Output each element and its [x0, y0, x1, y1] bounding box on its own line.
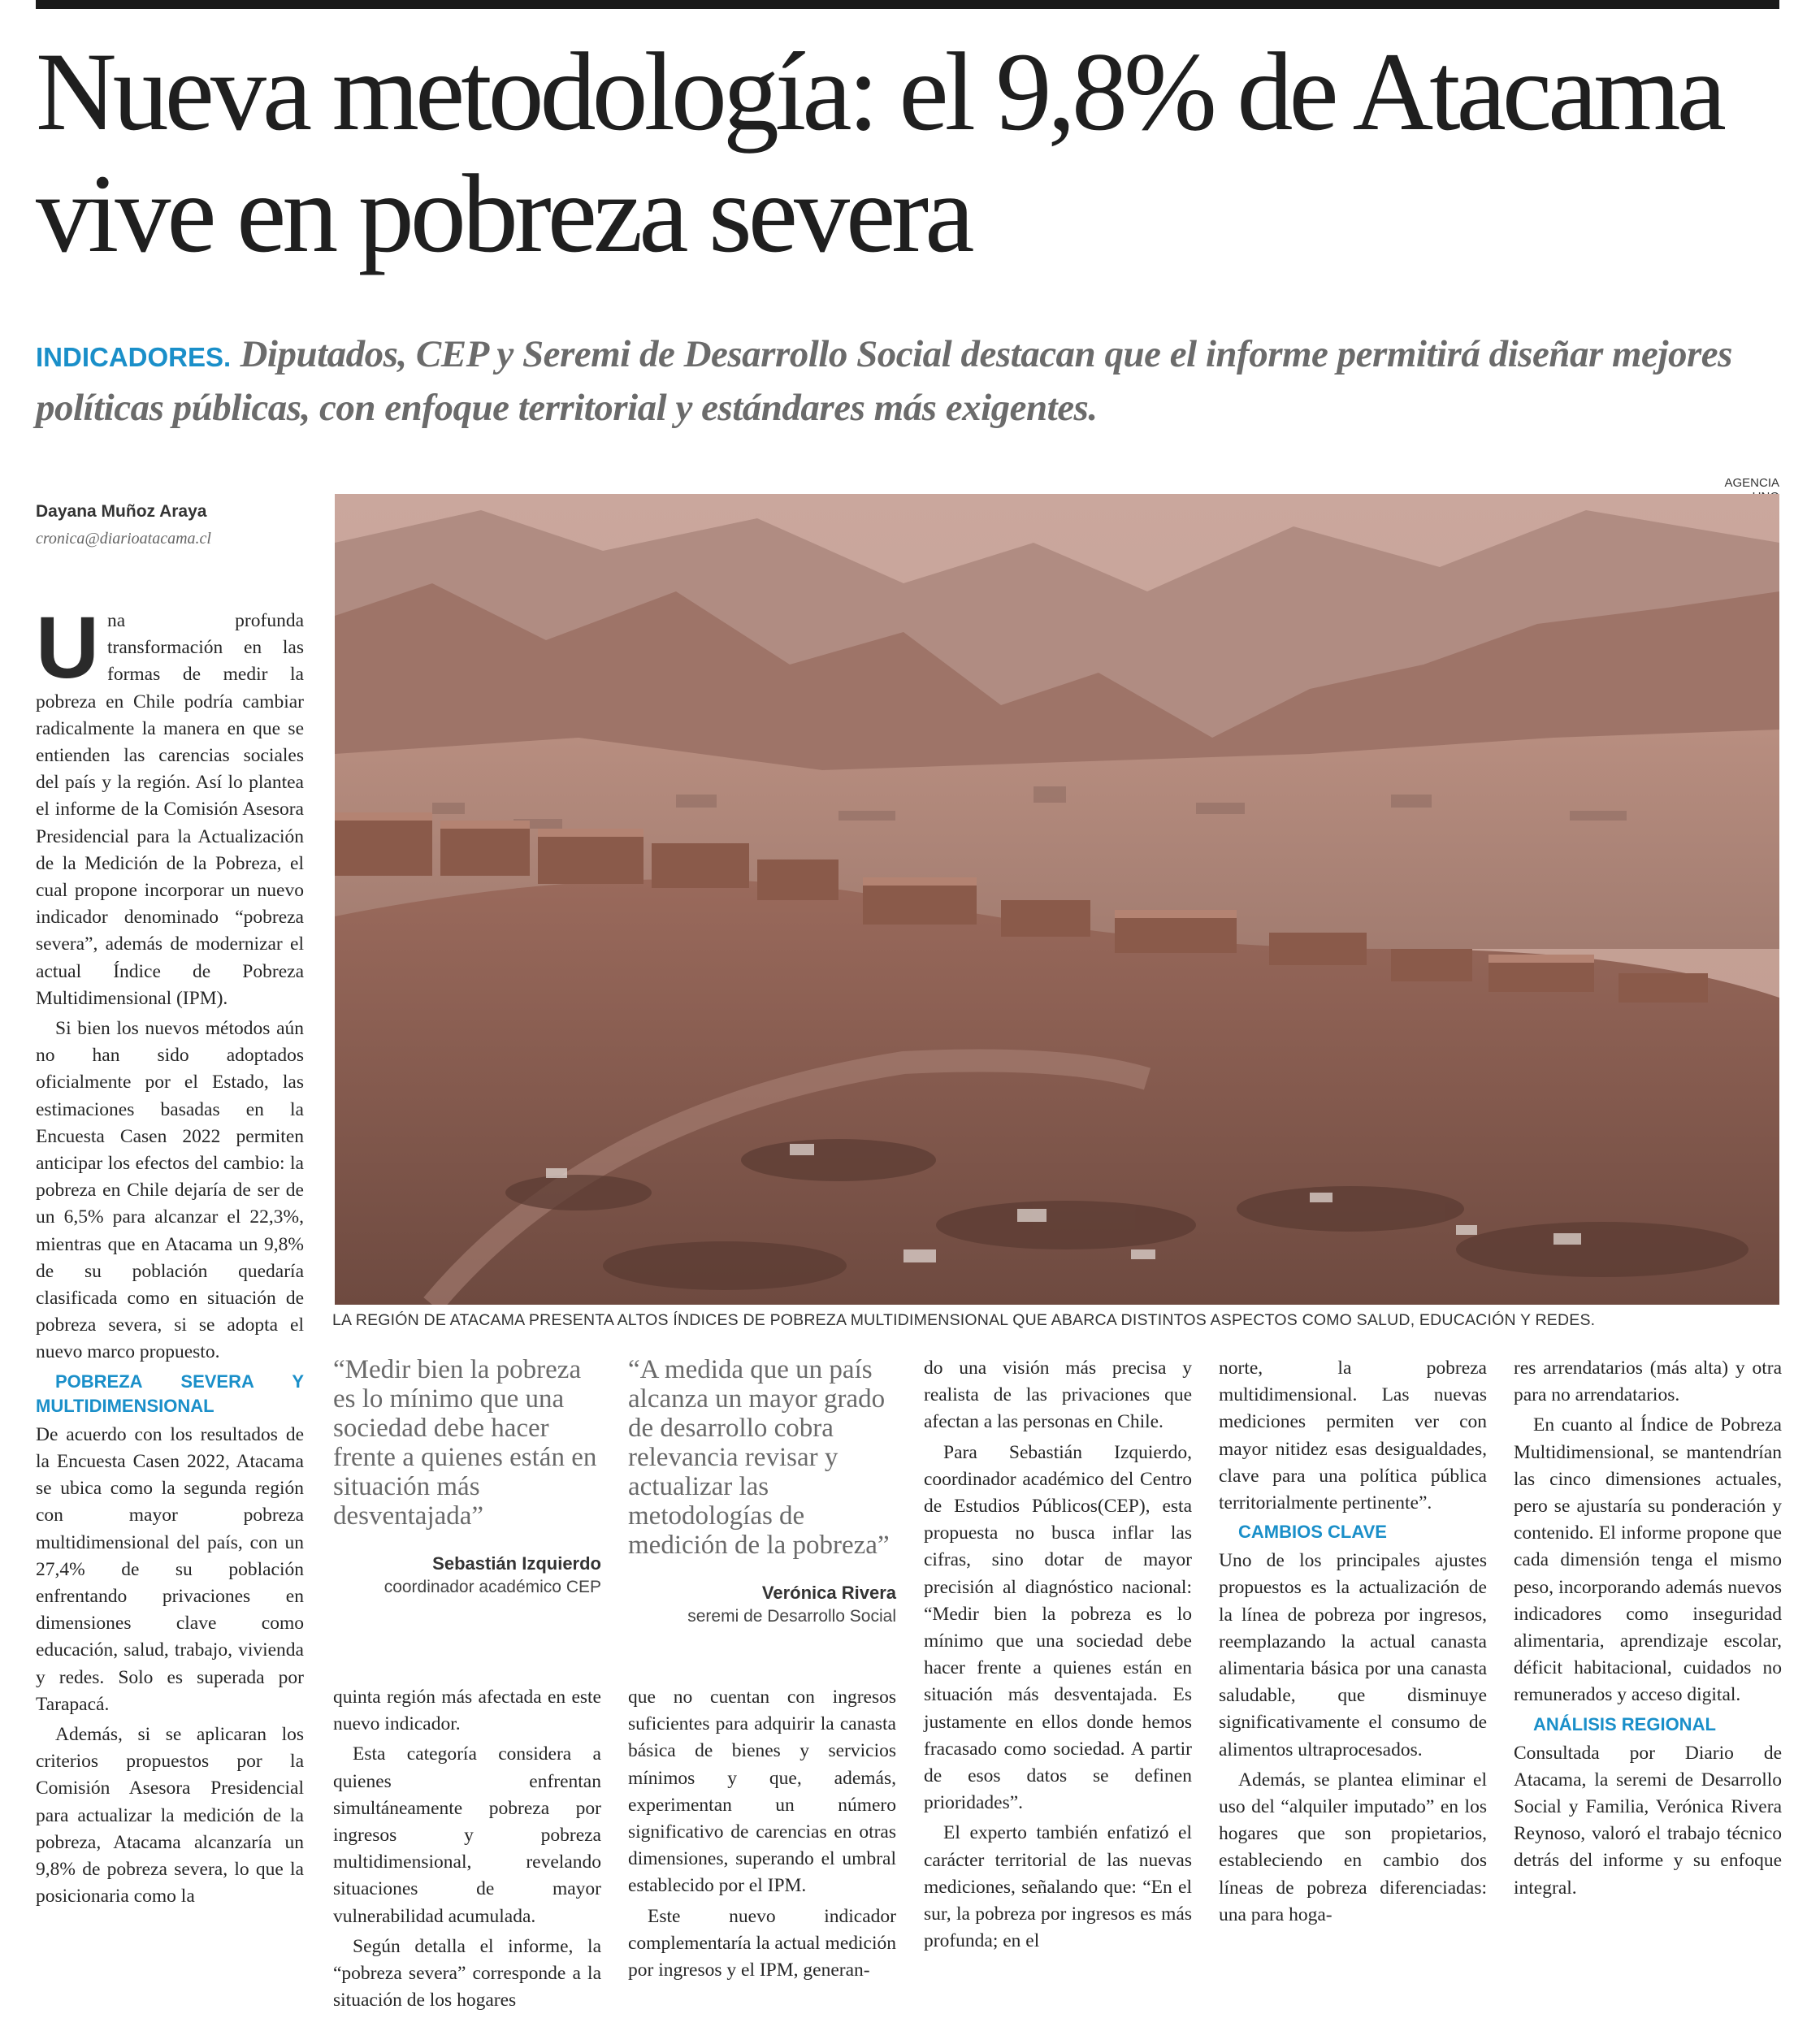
- photo-credit: AGENCIA: [1724, 476, 1779, 490]
- paragraph: do una visión más precisa y realista de las privaciones que afectan a las personas en Chile.: [924, 1358, 1192, 1433]
- subhead-analisis-regional: ANÁLISIS REGIONAL: [1533, 1713, 1716, 1734]
- pull-quote-source: Sebastián Izquierdo: [432, 1553, 601, 1574]
- lead-paragraph: [36, 598, 304, 1012]
- paragraph: Uno de los principales ajustes propuestos es la actualización de la línea de pobreza por ingresos, reemplazando la actual canasta alimentaria básica por una canasta saludable, que disminuye significativamente el consumo de alimentos ultraprocesados.: [1219, 1550, 1487, 1760]
- pull-quote-2: [628, 1355, 896, 1628]
- paragraph: Si bien los nuevos métodos aún no han sido adoptados oficialmente por el Estado, las estimaciones basadas en la Encuesta Casen 2022 permiten anticipar los efectos del cambio: la pobreza en Chile dejaría de ser de un 6,5% para alcanzar el 22,3%, mientras que en Atacama un 9,8% de su población quedaría clasificada como en situación de pobreza severa, si se adopta el nuevo marco propuesto.: [36, 1018, 304, 1363]
- pull-quote-text: “Medir bien la pobreza es lo mínimo que una sociedad debe hacer frente a quienes están en situación más desventajada”: [333, 1355, 597, 1531]
- paragraph: norte, la pobreza multidimensional. Las nuevas mediciones permiten ver con mayor nitidez esas desigualdades, clave para una política pública territorialmente pertinente”.: [1219, 1358, 1487, 1514]
- deck-kicker: INDICADORES.: [36, 342, 232, 372]
- subhead-pobreza-severa: POBREZA SEVERA Y MULTIDIMENSIONAL: [36, 1371, 304, 1416]
- paragraph: Para Sebastián Izquierdo, coordinador académico del Centro de Estudios Públicos(CEP), esta propuesta no busca inflar las cifras, sino dotar de mayor precisión al diagnóstico nacional: “Medir bien la pobreza es lo mínimo que una sociedad debe hacer frente a quienes están en situación más desventajada. Es justamente en ellos donde hemos fracasado como sociedad. A partir de esos datos se definen prioridades”.: [924, 1441, 1192, 1814]
- article-column-3: [628, 1684, 896, 1987]
- headline: Nueva metodología: el 9,8% de Atacama vive en pobreza severa: [36, 29, 1722, 275]
- pull-quote-1: [333, 1355, 601, 1599]
- byline: [36, 502, 304, 548]
- pull-quote-role: seremi de Desarrollo Social: [687, 1607, 896, 1626]
- article-column-1: [36, 598, 304, 1913]
- news-photo: [335, 494, 1779, 1305]
- paragraph: En cuanto al Índice de Pobreza Multidimensional, se mantendrían las cinco dimensiones actuales, pero se ajustaría su ponderación y contenido. El informe propone que cada dimensión tenga el mismo peso, incorporando además nuevos indicadores como inseguridad alimentaria, aprendizaje escolar, déficit habitacional, cuidados no remunerados y acceso digital.: [1514, 1414, 1782, 1706]
- photo-caption: LA REGIÓN DE ATACAMA PRESENTA ALTOS ÍNDICES DE POBREZA MULTIDIMENSIONAL QUE ABARCA DISTINTOS ASPECTOS COMO SALUD, EDUCACIÓN Y REDES.: [332, 1311, 1596, 1329]
- paragraph: res arrendatarios (más alta) y otra para no arrendatarios.: [1514, 1358, 1782, 1406]
- lead-text: na profunda transformación en las formas de medir la pobreza en Chile podría cambiar radicalmente la manera en que se entienden las carencias sociales del país y la región. Así lo plantea el informe de la Comisión Asesora Presidencial para la Actualización de la Medición de la Pobreza, el cual propone incorporar un nuevo indicador denominado “pobreza severa”, además de modernizar el actual Índice de Pobreza Multidimensional (IPM).: [36, 610, 304, 1009]
- paragraph: Además, se plantea eliminar el uso del “alquiler imputado” en los hogares que son propietarios, estableciendo en cambio dos líneas de pobreza diferenciadas: una para hoga-: [1219, 1769, 1487, 1925]
- pull-quote-role: coordinador académico CEP: [384, 1578, 601, 1596]
- pull-quote-source: Verónica Rivera: [761, 1583, 896, 1603]
- deck: [36, 329, 1791, 433]
- paragraph: Según detalla el informe, la “pobreza severa” corresponde a la situación de los hogares: [333, 1935, 601, 2012]
- paragraph: Este nuevo indicador complementaría la actual medición por ingresos y el IPM, generan-: [628, 1905, 896, 1981]
- pull-quote-text: “A medida que un país alcanza un mayor grado de desarrollo cobra relevancia revisar y actualizar las metodologías de medición de la pobreza”: [628, 1355, 890, 1560]
- deck-text: Diputados, CEP y Seremi de Desarrollo Social destacan que el informe permitirá diseñar mejores políticas públicas, con enfoque territorial y estándares más exigentes.: [36, 333, 1732, 429]
- article-column-2: [333, 1684, 601, 2017]
- article-column-4: [924, 1355, 1192, 1958]
- paragraph: Además, si se aplicaran los criterios propuestos por la Comisión Asesora Presidencial para actualizar la medición de la pobreza, Atacama alcanzaría un 9,8% de pobreza severa, lo que la posicionaria como la: [36, 1723, 304, 1908]
- byline-email: cronica@diarioatacama.cl: [36, 530, 211, 548]
- paragraph: De acuerdo con los resultados de la Encuesta Casen 2022, Atacama se ubica como la segunda región con mayor pobreza multidimensional del país, con un 27,4% de su población enfrentando privaciones en dimensiones clave como educación, salud, trabajo, vivienda y redes. Solo es superada por Tarapacá.: [36, 1423, 304, 1715]
- subhead-cambios-clave: CAMBIOS CLAVE: [1238, 1522, 1387, 1543]
- paragraph: Consultada por Diario de Atacama, la seremi de Desarrollo Social y Familia, Verónica Rivera Reynoso, valoró el trabajo técnico detrás del informe y su enfoque integral.: [1514, 1742, 1782, 1899]
- dropcap: U: [36, 598, 99, 696]
- paragraph: que no cuentan con ingresos suficientes para adquirir la canasta básica de bienes y servicios mínimos y que, además, experimentan un número significativo de carencias en otras dimensiones, superando el umbral establecido por el IPM.: [628, 1687, 896, 1897]
- paragraph: Esta categoría considera a quienes enfrentan simultáneamente pobreza por ingresos y pobreza multidimensional, revelando situaciones de mayor vulnerabilidad acumulada.: [333, 1743, 601, 1927]
- article-column-6: [1514, 1355, 1782, 1905]
- byline-author: Dayana Muñoz Araya: [36, 502, 207, 521]
- paragraph: quinta región más afectada en este nuevo indicador.: [333, 1687, 601, 1735]
- article-column-5: [1219, 1355, 1487, 1932]
- paragraph: El experto también enfatizó el carácter territorial de las nuevas mediciones, señalando que: “En el sur, la pobreza por ingresos es más profunda; en el: [924, 1822, 1192, 1952]
- top-rule: [36, 0, 1779, 9]
